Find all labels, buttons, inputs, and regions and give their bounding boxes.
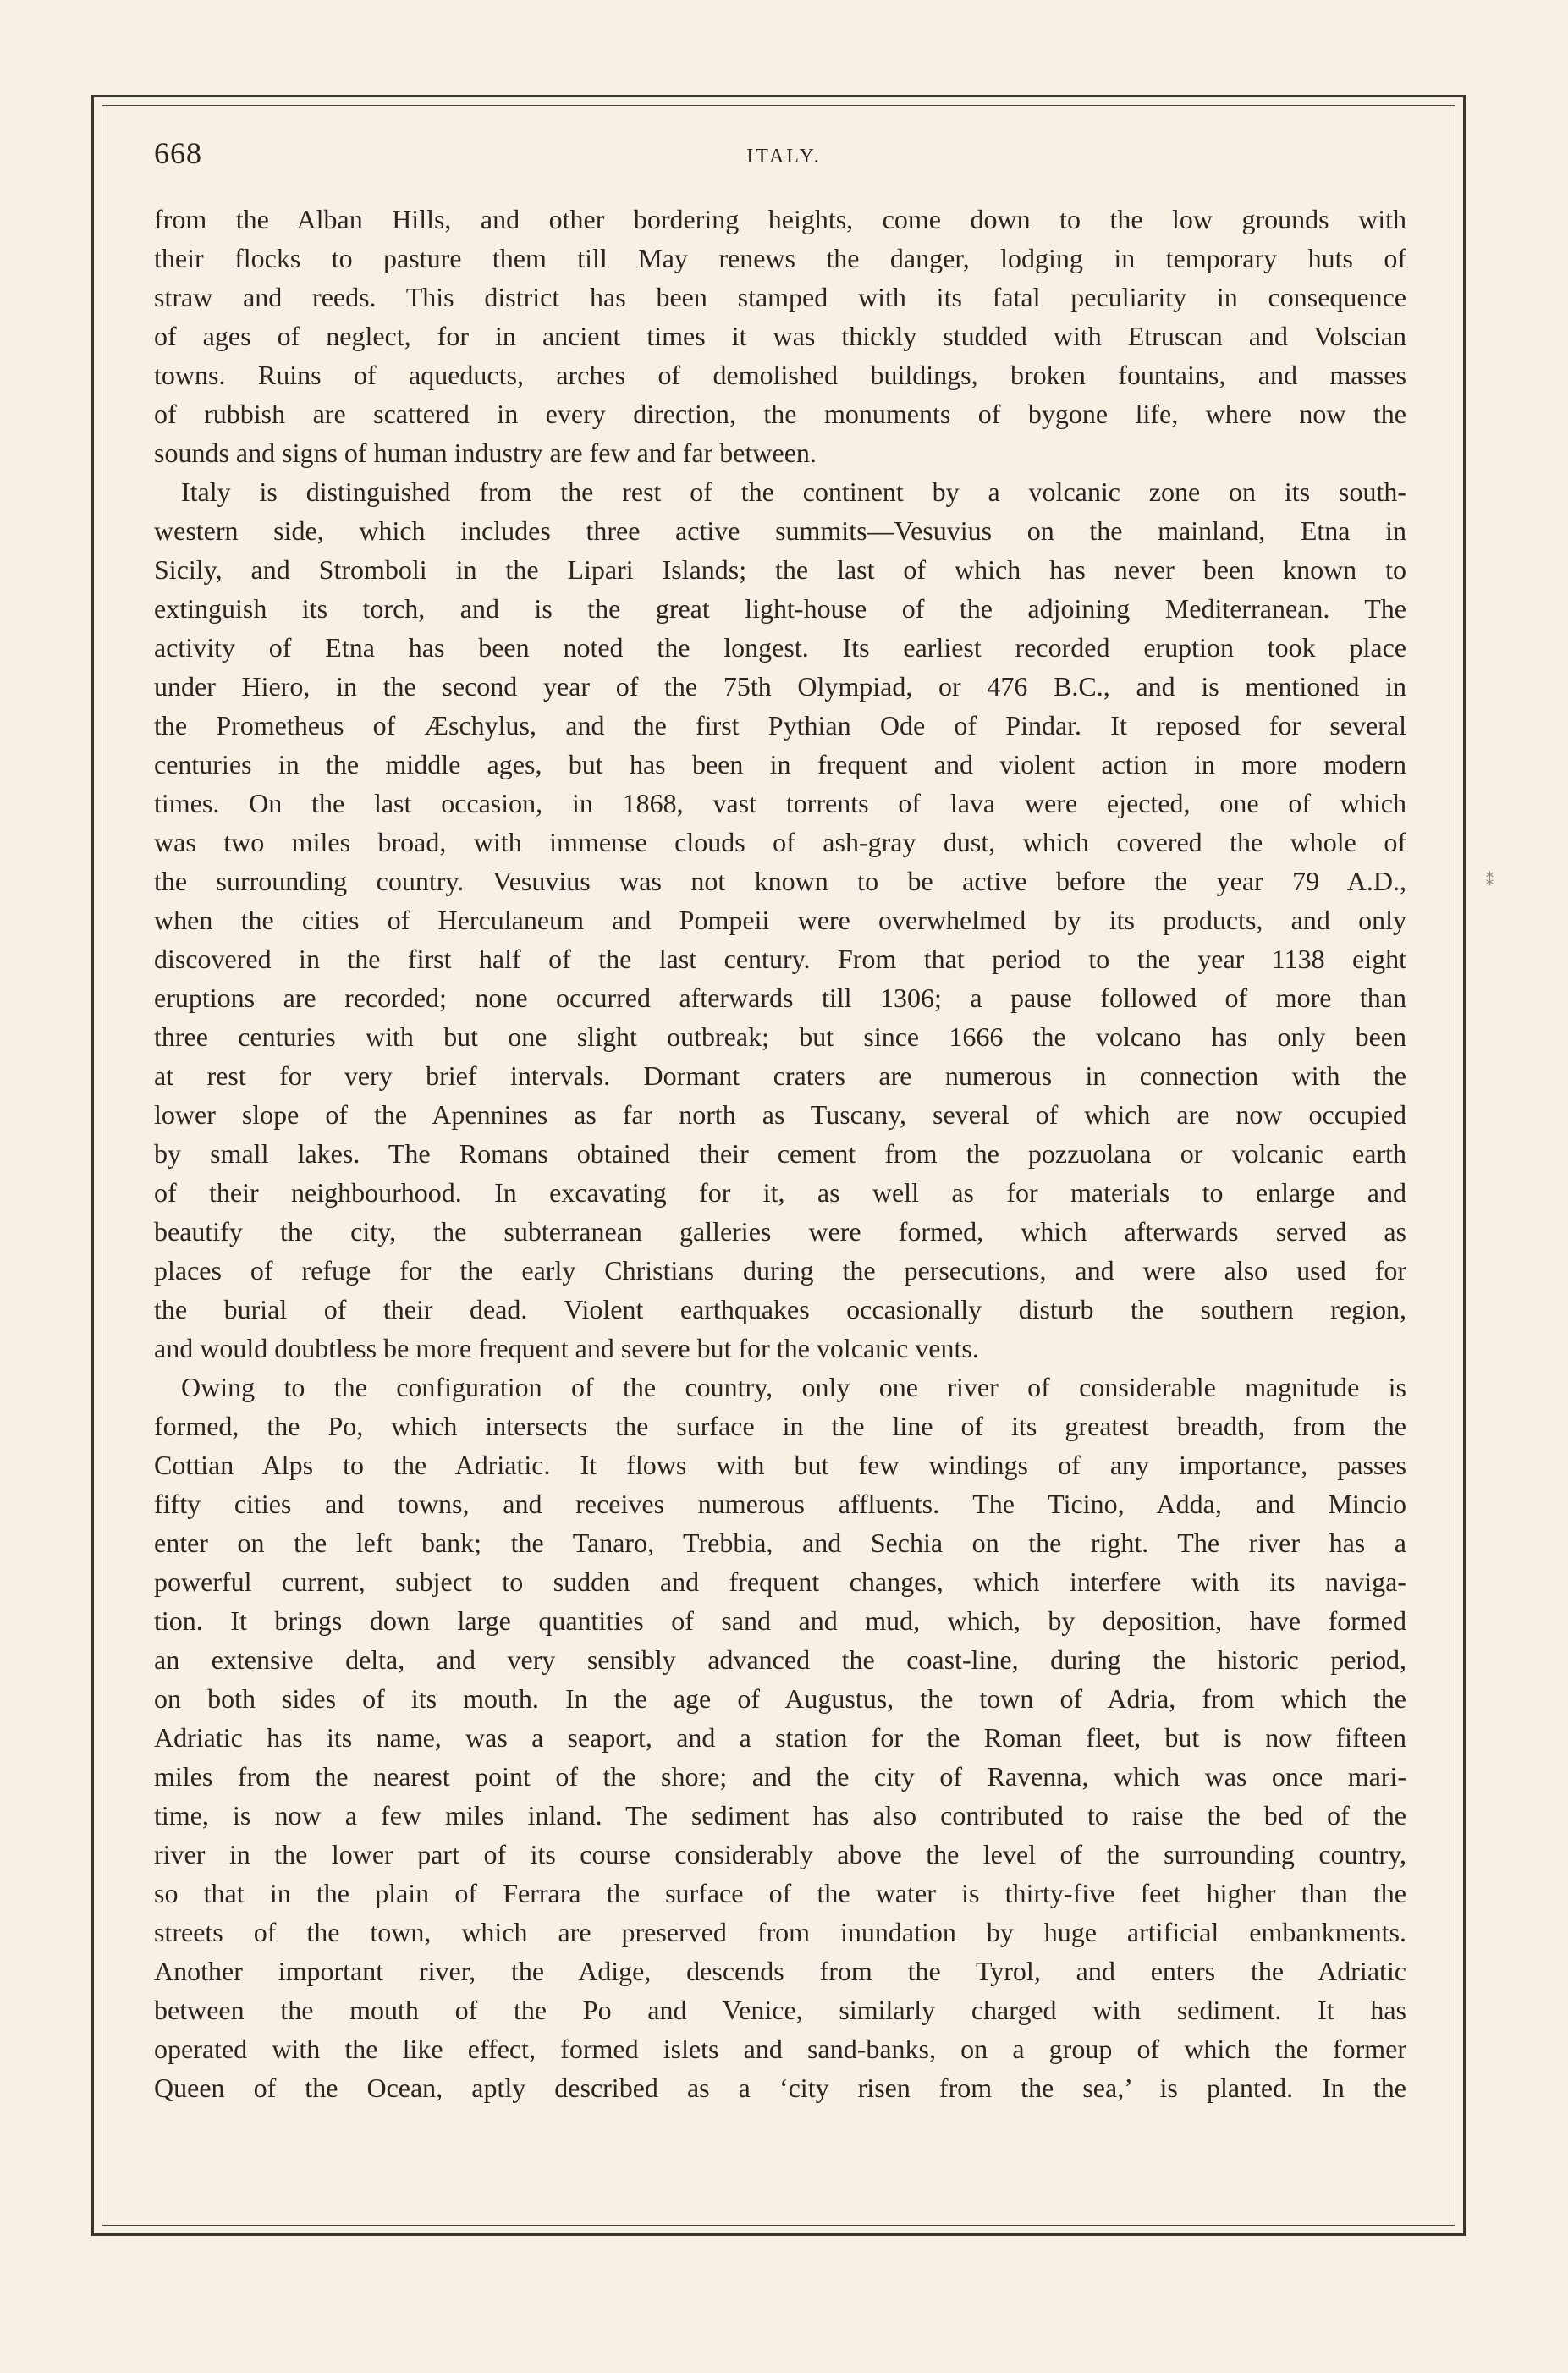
text-line: Another important river, the Adige, descends from the Tyrol, and enters the Adriatic <box>154 1956 1406 1986</box>
text-line: from the Alban Hills, and other bordering heights, come down to the low grounds with <box>154 204 1406 234</box>
text-line: Italy is distinguished from the rest of the continent by a volcanic zone on its south- <box>181 476 1406 507</box>
text-line: sounds and signs of human industry are few and far between. <box>154 438 817 468</box>
text-line: was two miles broad, with immense clouds of ash-gray dust, which covered the whole of <box>154 827 1406 857</box>
text-line: fifty cities and towns, and receives numerous affluents. The Ticino, Adda, and Mincio <box>154 1489 1406 1519</box>
text-line: operated with the like effect, formed islets and sand-banks, on a group of which the former <box>154 2034 1406 2064</box>
text-line: powerful current, subject to sudden and frequent changes, which interfere with its naviga- <box>154 1566 1406 1597</box>
text-line: extinguish its torch, and is the great light-house of the adjoining Mediterranean. The <box>154 593 1406 624</box>
text-line: under Hiero, in the second year of the 75th Olympiad, or 476 B.C., and is mentioned in <box>154 671 1406 702</box>
text-line: times. On the last occasion, in 1868, vast torrents of lava were ejected, one of which <box>154 788 1406 818</box>
page-number: 668 <box>154 136 202 170</box>
text-line: Queen of the Ocean, aptly described as a ‘city risen from the sea,’ is planted. In the <box>154 2073 1406 2103</box>
text-line: discovered in the first half of the last century. From that period to the year 1138 eight <box>154 944 1406 974</box>
text-line: straw and reeds. This district has been stamped with its fatal peculiarity in consequence <box>154 282 1406 312</box>
text-line: streets of the town, which are preserved from inundation by huge artificial embankments. <box>154 1917 1406 1947</box>
text-line: the burial of their dead. Violent earthquakes occasionally disturb the southern region, <box>154 1294 1406 1324</box>
text-line: of ages of neglect, for in ancient times it was thickly studded with Etruscan and Volscian <box>154 321 1406 351</box>
margin-annotation-mark: ⁑ <box>1486 872 1494 889</box>
text-line: an extensive delta, and very sensibly advanced the coast-line, during the historic period, <box>154 1644 1406 1675</box>
text-line: on both sides of its mouth. In the age of Augustus, the town of Adria, from which the <box>154 1683 1406 1714</box>
text-line: eruptions are recorded; none occurred afterwards till 1306; a pause followed of more than <box>154 983 1406 1013</box>
text-line: lower slope of the Apennines as far north as Tuscany, several of which are now occupied <box>154 1099 1406 1130</box>
text-line: western side, which includes three active summits—Vesuvius on the mainland, Etna in <box>154 515 1406 546</box>
text-line: miles from the nearest point of the shore; and the city of Ravenna, which was once mari- <box>154 1761 1406 1792</box>
text-line: formed, the Po, which intersects the surface in the line of its greatest breadth, from the <box>154 1411 1406 1441</box>
text-line: towns. Ruins of aqueducts, arches of demolished buildings, broken fountains, and masses <box>154 360 1406 390</box>
text-line: so that in the plain of Ferrara the surface of the water is thirty-five feet higher than the <box>154 1878 1406 1908</box>
text-line: places of refuge for the early Christians during the persecutions, and were also used for <box>154 1255 1406 1286</box>
text-line: Adriatic has its name, was a seaport, and a station for the Roman fleet, but is now fifteen <box>154 1722 1406 1753</box>
text-line: Sicily, and Stromboli in the Lipari Islands; the last of which has never been known to <box>154 554 1406 585</box>
text-line: tion. It brings down large quantities of sand and mud, which, by deposition, have formed <box>154 1605 1406 1636</box>
text-line: of rubbish are scattered in every direction, the monuments of bygone life, where now the <box>154 399 1406 429</box>
text-line: at rest for very brief intervals. Dormant craters are numerous in connection with the <box>154 1060 1406 1091</box>
text-line: enter on the left bank; the Tanaro, Trebbia, and Sechia on the right. The river has a <box>154 1528 1406 1558</box>
text-line: three centuries with but one slight outbreak; but since 1666 the volcano has only been <box>154 1021 1406 1052</box>
paragraph-1 <box>154 200 1406 472</box>
text-line: the surrounding country. Vesuvius was not known to be active before the year 79 A.D., <box>154 866 1406 896</box>
body-text <box>154 200 1406 2107</box>
text-line: of their neighbourhood. In excavating for it, as well as for materials to enlarge and <box>154 1177 1406 1208</box>
text-line: activity of Etna has been noted the longest. Its earliest recorded eruption took place <box>154 632 1406 663</box>
text-line: the Prometheus of Æschylus, and the first Pythian Ode of Pindar. It reposed for several <box>154 710 1406 741</box>
text-line: time, is now a few miles inland. The sediment has also contributed to raise the bed of the <box>154 1800 1406 1831</box>
text-line: and would doubtless be more frequent and severe but for the volcanic vents. <box>154 1333 979 1363</box>
text-line: river in the lower part of its course considerably above the level of the surrounding country, <box>154 1839 1406 1869</box>
text-line: their flocks to pasture them till May renews the danger, lodging in temporary huts of <box>154 243 1406 273</box>
text-line: when the cities of Herculaneum and Pompeii were overwhelmed by its products, and only <box>154 905 1406 935</box>
text-line: by small lakes. The Romans obtained their cement from the pozzuolana or volcanic earth <box>154 1138 1406 1169</box>
text-line: between the mouth of the Po and Venice, similarly charged with sediment. It has <box>154 1995 1406 2025</box>
running-title: ITALY. <box>746 146 822 168</box>
text-line: Owing to the configuration of the country, only one river of considerable magnitude is <box>181 1372 1406 1402</box>
paragraph-2 <box>154 472 1406 1368</box>
text-line: beautify the city, the subterranean galleries were formed, which afterwards served as <box>154 1216 1406 1247</box>
paragraph-3 <box>154 1368 1406 2107</box>
text-line: Cottian Alps to the Adriatic. It flows with but few windings of any importance, passes <box>154 1450 1406 1480</box>
text-line: centuries in the middle ages, but has been in frequent and violent action in more modern <box>154 749 1406 779</box>
